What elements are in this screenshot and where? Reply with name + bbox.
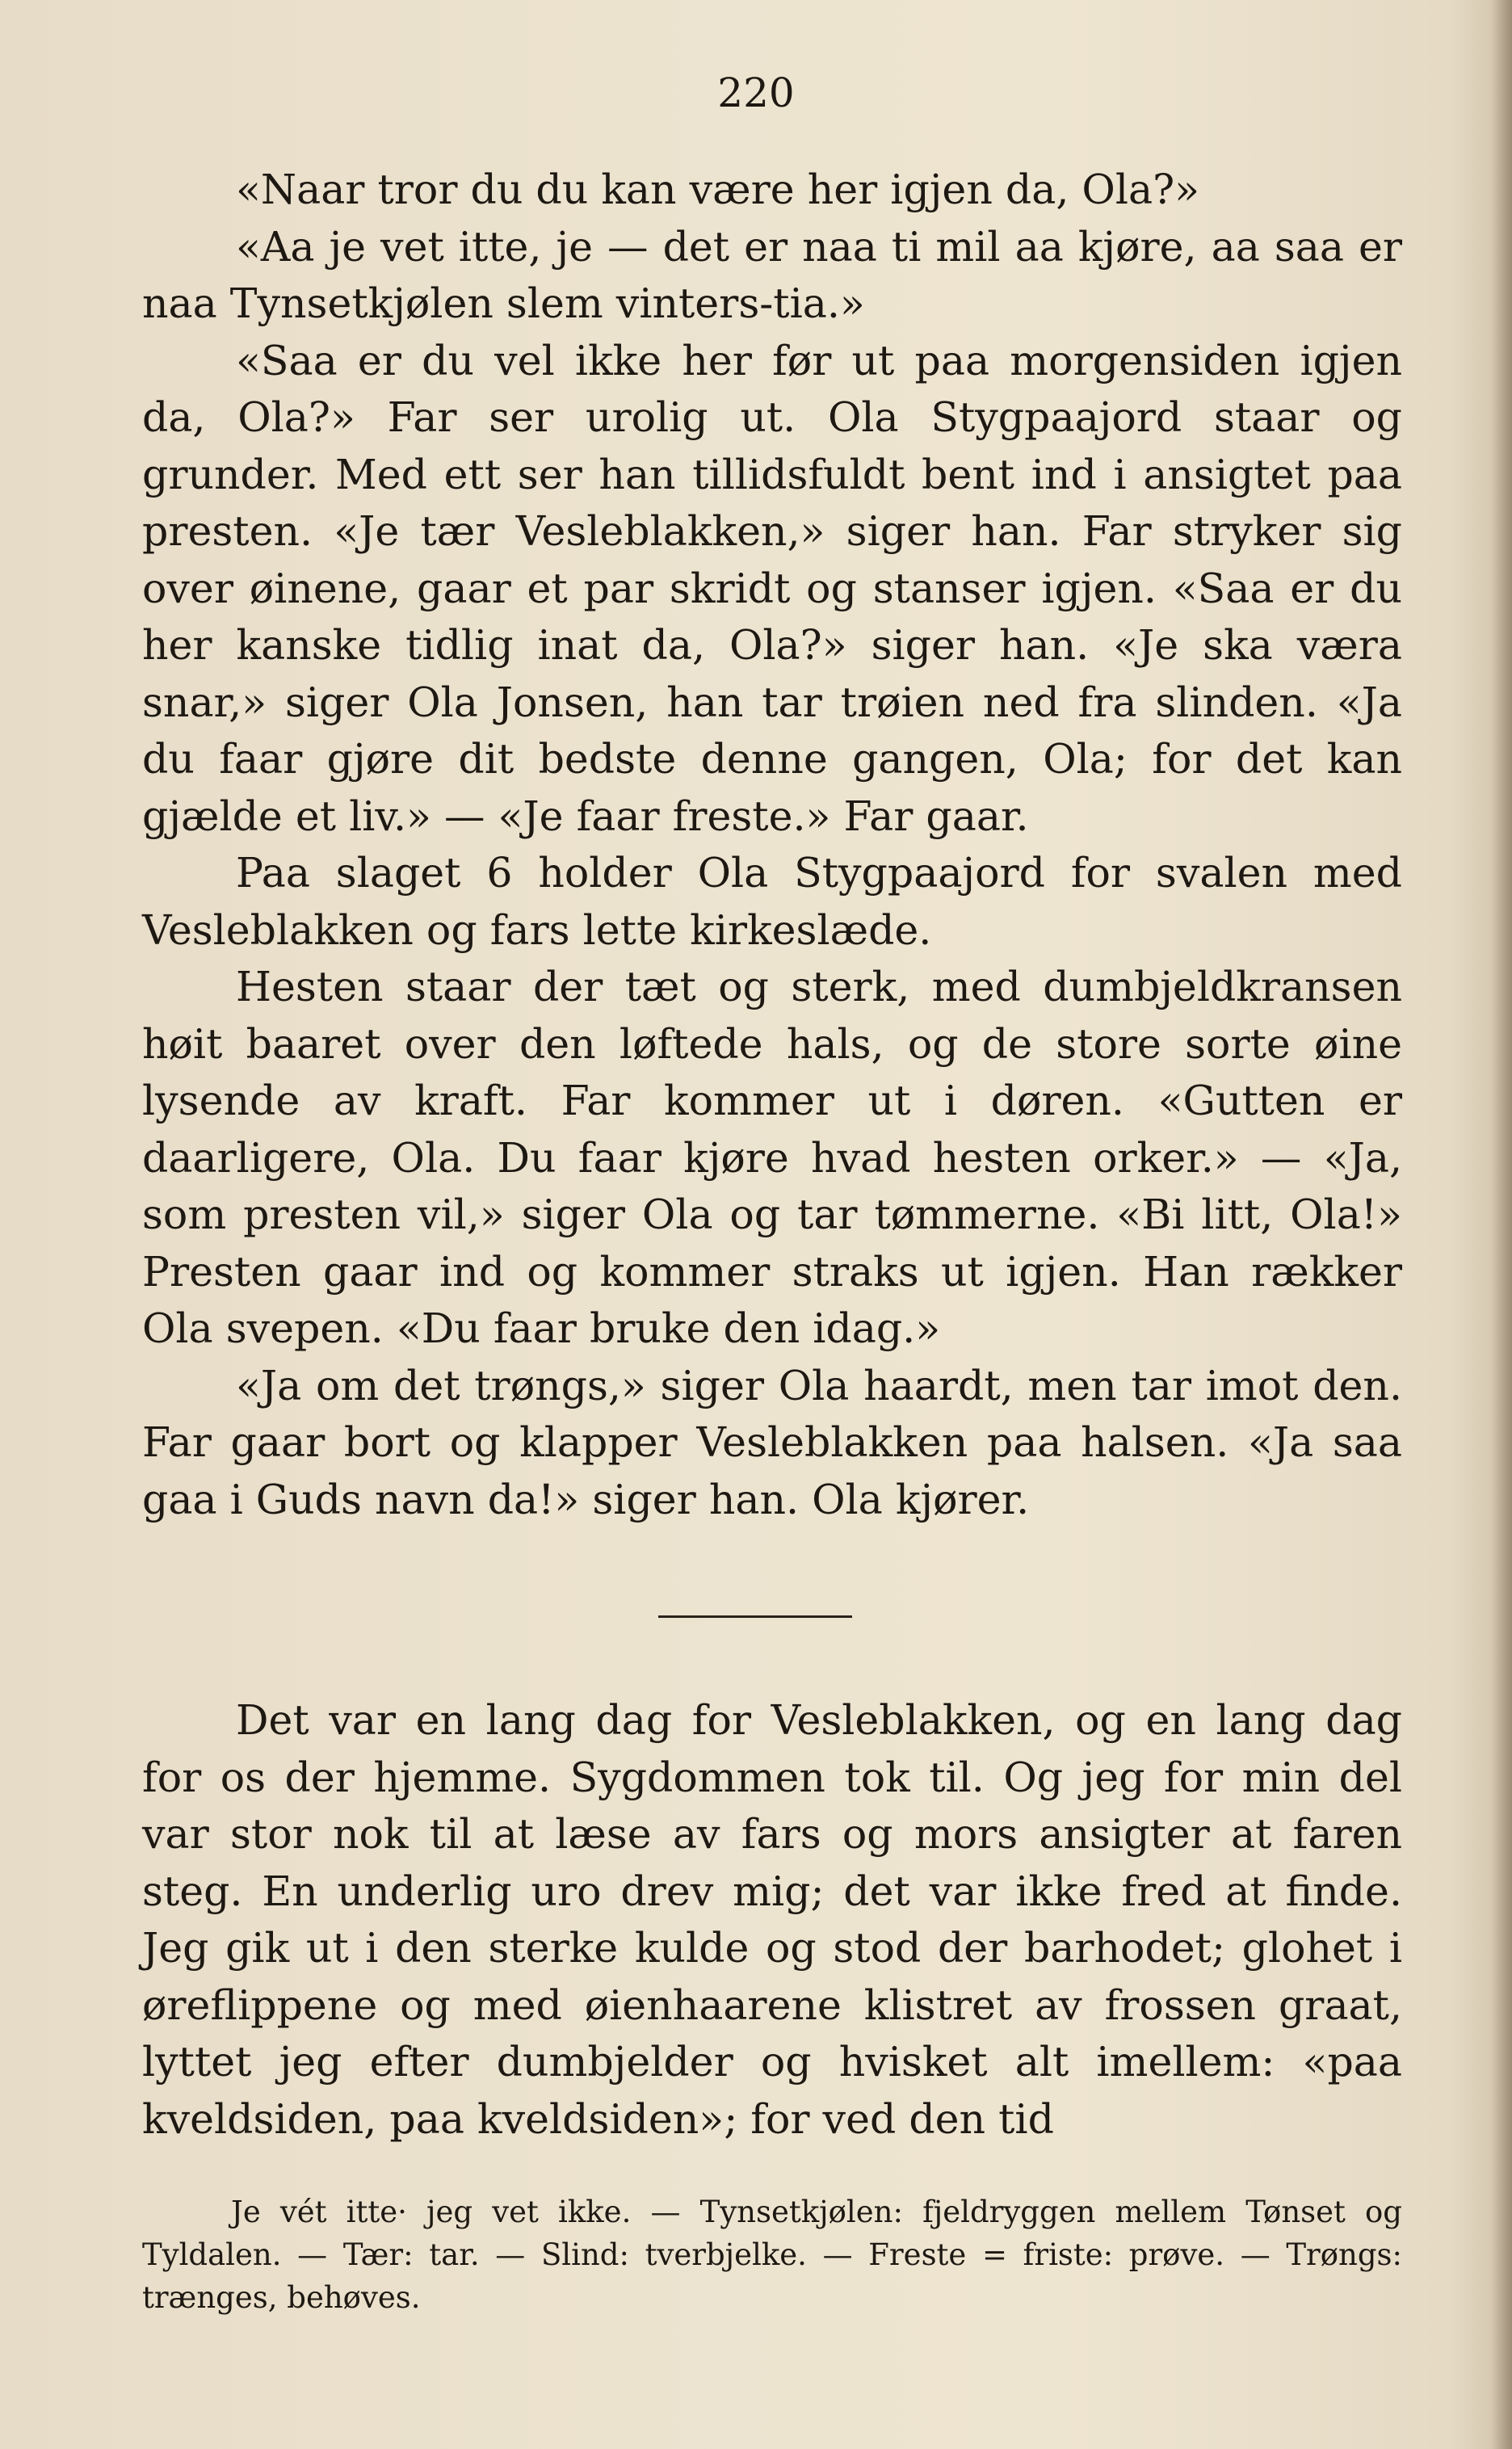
paragraph: «Ja om det trøngs,» siger Ola haardt, men tar imot den. Far gaar bort og klapper Vesleblakken paa halsen. «Ja saa gaa i Guds navn da!» siger han. Ola kjører. (142, 1361, 1402, 1523)
paragraph: Paa slaget 6 holder Ola Stygpaajord for svalen med Vesleblakken og fars lette kirkeslæde. (142, 849, 1402, 954)
section-two-text (142, 1692, 1402, 2148)
page-edge-shadow (1491, 0, 1512, 2449)
paragraph: «Aa je vet itte, je — det er naa ti mil aa kjøre, aa saa er naa Tynsetkjølen slem vinters-tia.» (142, 222, 1402, 327)
main-text (142, 162, 1402, 1528)
footnote-text: Je vét itte· jeg vet ikke. — Tynsetkjølen: fjeldryggen mellem Tønset og Tyldalen. — Tær: tar. — Slind: tverbjelke. — Freste = friste: prøve. — Trøngs: trænges, behøves. (142, 2195, 1402, 2315)
section-divider (658, 1615, 852, 1618)
paragraph: Hesten staar der tæt og sterk, med dumbjeldkransen høit baaret over den løftede hals, og de store sorte øine lysende av kraft. Far kommer ut i døren. «Gutten er daarligere, Ola. Du faar kjøre hvad hesten orker.» — «Ja, som presten vil,» siger Ola og tar tømmerne. «Bi litt, Ola!» Presten gaar ind og kommer straks ut igjen. Han rækker Ola svepen. «Du faar bruke den idag.» (142, 963, 1402, 1352)
paragraph: «Saa er du vel ikke her før ut paa morgensiden igjen da, Ola?» Far ser urolig ut. Ola Stygpaajord staar og grunder. Med ett ser han tillidsfuldt bent ind i ansigtet paa presten. «Je tær Vesleblakken,» siger han. Far stryker sig over øinene, gaar et par skridt og stanser igjen. «Saa er du her kanske tidlig inat da, Ola?» siger han. «Je ska væra snar,» siger Ola Jonsen, han tar trøien ned fra slinden. «Ja du faar gjøre dit bedste denne gangen, Ola; for det kan gjælde et liv.» — «Je faar freste.» Far gaar. (142, 336, 1402, 840)
paragraph: Det var en lang dag for Vesleblakken, og en lang dag for os der hjemme. Sygdommen tok til. Og jeg for min del var stor nok til at læse av fars og mors ansigter at faren steg. En underlig uro drev mig; det var ikke fred at finde. Jeg gik ut i den sterke kulde og stod der barhodet; glohet i øreflippene og med øienhaarene klistret av frossen graat, lyttet jeg efter dumbjelder og hvisket alt imellem: «paa kveldsiden, paa kveldsiden»; for ved den tid (142, 1696, 1402, 2143)
page-number: 220 (717, 69, 795, 116)
footnote (142, 2191, 1402, 2319)
paragraph: «Naar tror du du kan være her igjen da, Ola?» (236, 166, 1200, 213)
